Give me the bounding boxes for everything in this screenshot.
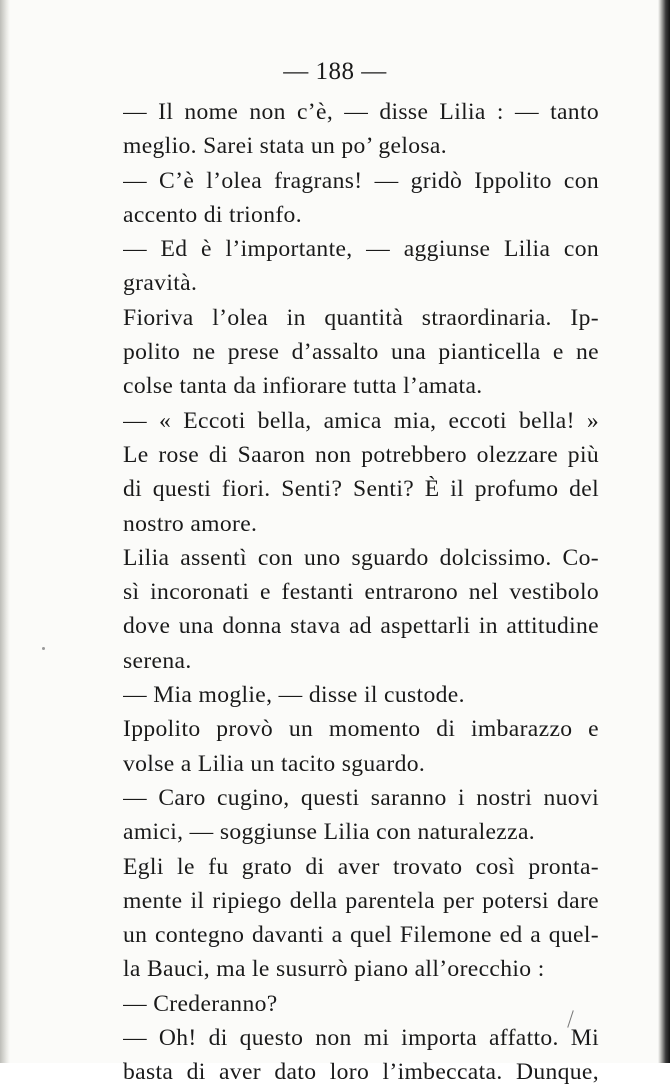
text-line: la Bauci, ma le susurrò piano all’orecchio : [123, 956, 545, 983]
text-line: nostro amore. [123, 510, 258, 537]
page-number: — 188 — [283, 58, 387, 85]
text-line: Ippolito provò un momento di imbarazzo e [123, 716, 599, 743]
text-line: un contegno davanti a quel Filemone ed a quel- [123, 922, 599, 949]
paper-speck [42, 647, 45, 650]
text-line: — Oh! di questo non mi importa affatto. Mi [123, 1025, 599, 1052]
text-line: — « Eccoti bella, amica mia, eccoti bella! » [123, 407, 599, 434]
text-line: — Crederanno? [123, 990, 278, 1017]
page-left-edge [0, 0, 10, 1063]
text-line: meglio. Sarei stata un po’ gelosa. [123, 133, 447, 160]
text-line: — Il nome non c’è, — disse Lilia : — tanto [123, 99, 599, 125]
text-line: polito ne prese d’assalto una pianticella e ne [123, 339, 599, 366]
text-line: — C’è l’olea fragrans! — gridò Ippolito con [123, 167, 599, 194]
text-line: volse a Lilia un tacito sguardo. [123, 750, 426, 777]
text-line: Lilia assentì con uno sguardo dolcissimo. Co- [123, 544, 599, 571]
text-line: dove una donna stava ad aspettarli in attitudine [123, 613, 599, 640]
text-line: colse tanta da infiorare tutta l’amata. [123, 373, 483, 400]
text-line: amici, — soggiunse Lilia con naturalezza. [123, 819, 536, 846]
text-line: Fioriva l’olea in quantità straordinaria. Ip- [123, 304, 599, 331]
text-line: — Ed è l’importante, — aggiunse Lilia con [123, 236, 599, 263]
text-line: basta di aver dato loro l’imbeccata. Dunque, [123, 1059, 599, 1086]
text-line: gravità. [123, 270, 198, 297]
body-text [123, 95, 599, 1090]
text-line: mente il ripiego della parentela per potersi dare [123, 887, 599, 914]
page-right-edge [658, 0, 670, 1063]
text-line: Egli le fu grato di aver trovato così pronta- [123, 853, 599, 880]
text-line: — Mia moglie, — disse il custode. [123, 682, 465, 709]
text-line: sì incoronati e festanti entrarono nel vestibolo [123, 579, 599, 606]
text-line: accento di trionfo. [123, 201, 302, 228]
text-line: Le rose di Saaron non potrebbero olezzare più [123, 441, 599, 468]
text-line: di questi fiori. Senti? Senti? È il profumo del [123, 476, 599, 503]
text-line: — Caro cugino, questi saranno i nostri nuovi [123, 784, 599, 811]
text-line: serena. [123, 647, 192, 674]
